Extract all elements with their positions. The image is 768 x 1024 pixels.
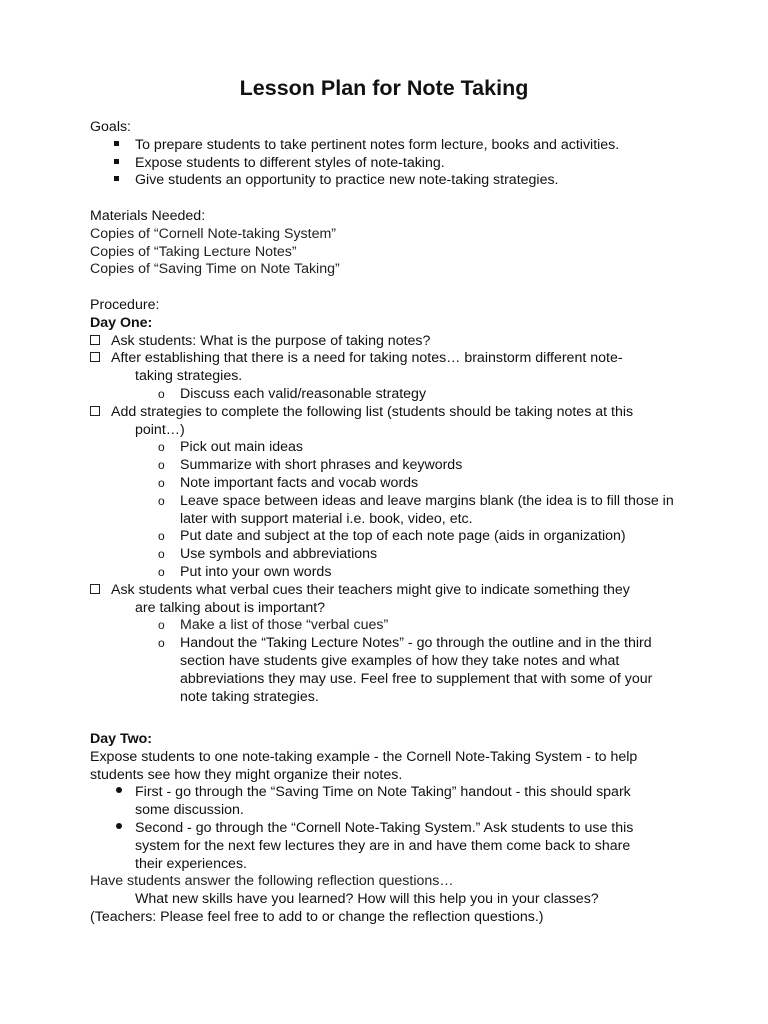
strategy-item: o Leave space between ideas and leave margins blank (the idea is to fill those in later with support material i.e. book, video, etc. (158, 492, 674, 527)
day-two-item-continued: their experiences. (135, 855, 247, 872)
procedure-heading: Procedure: (90, 297, 160, 313)
reflection-questions: What new skills have you learned? How will this help you in your classes? (135, 891, 599, 908)
square-bullet-icon (114, 172, 119, 190)
day-two-item: Second - go through the “Cornell Note-Taking System.” Ask students to use this (90, 820, 730, 838)
checkbox-icon (90, 350, 100, 368)
day-two-heading: Day Two: (90, 731, 153, 747)
circle-bullet-icon: o (158, 440, 165, 455)
procedure-step: Add strategies to complete the following list (students should be taking notes at this (90, 404, 730, 422)
cue-item: o Make a list of those “verbal cues” (158, 617, 389, 634)
materials-section (90, 208, 730, 279)
procedure-step: After establishing that there is a need for taking notes… brainstorm different note- (90, 350, 730, 368)
material-item: Copies of “Taking Lecture Notes” (90, 243, 297, 260)
circle-bullet-icon: o (158, 475, 165, 490)
strategy-item: o Pick out main ideas (158, 439, 304, 456)
material-item: Copies of “Saving Time on Note Taking” (90, 261, 340, 278)
checkbox-icon (90, 333, 100, 351)
procedure-step-continued: are talking about is important? (135, 599, 326, 616)
dot-bullet-icon (116, 784, 122, 802)
materials-heading: Materials Needed: (90, 208, 206, 224)
goal-item: Give students an opportunity to practice new note-taking strategies. (90, 172, 730, 190)
strategy-item: o Put date and subject at the top of each note page (aids in organization) (158, 528, 626, 545)
goal-item: Expose students to different styles of note-taking. (90, 155, 730, 173)
circle-bullet-icon: o (158, 564, 165, 579)
day-two-section (90, 731, 730, 927)
sub-item: o Discuss each valid/reasonable strategy (158, 385, 427, 402)
circle-bullet-icon: o (158, 493, 165, 508)
procedure-section (90, 297, 730, 706)
goals-heading: Goals: (90, 119, 132, 135)
goal-item: To prepare students to take pertinent notes form lecture, books and activities. (90, 137, 730, 155)
page-title: Lesson Plan for Note Taking (239, 76, 529, 100)
day-two-intro: Expose students to one note-taking example - the Cornell Note-Taking System - to help (90, 748, 638, 765)
reflection-intro: Have students answer the following reflection questions… (90, 873, 454, 890)
circle-bullet-icon: o (158, 458, 165, 473)
circle-bullet-icon: o (158, 547, 165, 562)
circle-bullet-icon: o (158, 636, 165, 651)
dot-bullet-icon (116, 820, 122, 838)
day-two-item-continued: some discussion. (135, 802, 244, 819)
day-two-intro: students see how they might organize their notes. (90, 766, 403, 783)
teacher-note: (Teachers: Please feel free to add to or change the reflection questions.) (90, 908, 544, 925)
square-bullet-icon (114, 137, 119, 155)
strategy-item: o Put into your own words (158, 563, 332, 580)
circle-bullet-icon: o (158, 386, 165, 401)
procedure-step-continued: taking strategies. (135, 368, 243, 385)
circle-bullet-icon: o (158, 529, 165, 544)
procedure-step: Ask students: What is the purpose of taking notes? (90, 333, 730, 351)
day-two-item-continued: system for the next few lectures they are in and have them come back to share (135, 837, 631, 854)
procedure-step-continued: point…) (135, 421, 185, 438)
checkbox-icon (90, 404, 100, 422)
goals-section (90, 119, 730, 190)
square-bullet-icon (114, 155, 119, 173)
strategy-item: o Summarize with short phrases and keywords (158, 457, 463, 474)
strategy-item: o Use symbols and abbreviations (158, 546, 378, 563)
day-two-item: First - go through the “Saving Time on Note Taking” handout - this should spark (90, 784, 730, 802)
day-one-heading: Day One: (90, 314, 153, 331)
material-item: Copies of “Cornell Note-taking System” (90, 225, 337, 242)
circle-bullet-icon: o (158, 618, 165, 633)
checkbox-icon (90, 582, 100, 600)
strategy-item: o Note important facts and vocab words (158, 474, 419, 491)
cue-item: o Handout the “Taking Lecture Notes” - go through the outline and in the third section have students give examples of how they take notes and what abbreviations they may use. Feel free to supplement that with some of your note taking strategies. (158, 635, 653, 705)
procedure-step: Ask students what verbal cues their teachers might give to indicate something they (90, 582, 730, 600)
